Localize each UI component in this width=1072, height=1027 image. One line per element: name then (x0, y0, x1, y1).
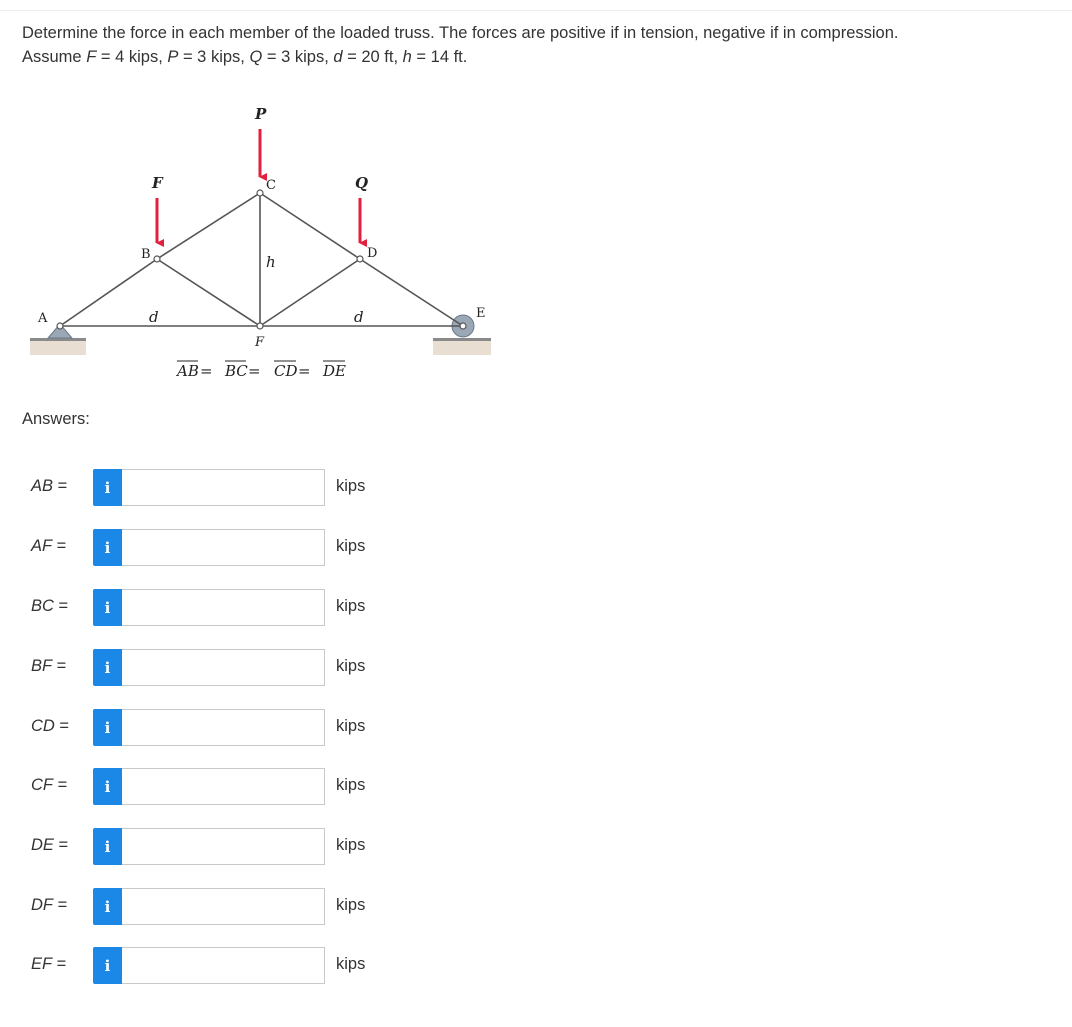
answers-label: Answers: (22, 410, 90, 428)
q-var: d (333, 47, 343, 66)
member-name: AB (31, 477, 54, 495)
ground-right (433, 338, 491, 341)
info-icon[interactable]: i (93, 888, 122, 925)
member-ab (60, 259, 157, 326)
joint-f (257, 323, 263, 329)
member-de (360, 259, 463, 326)
q-text: = 3 kips, (178, 47, 250, 66)
top-divider (0, 10, 1072, 11)
info-icon[interactable]: i (93, 947, 122, 984)
eq-sep: = (298, 362, 311, 380)
eq-cd: CD (274, 362, 298, 380)
answer-label (31, 896, 67, 915)
equals-sign: = (52, 955, 67, 973)
label-f-node: F (255, 335, 265, 350)
answer-input-ef[interactable] (122, 947, 325, 984)
answer-input-df[interactable] (122, 888, 325, 925)
equals-sign: = (53, 477, 68, 495)
joint-d (357, 256, 363, 262)
equals-sign: = (52, 657, 67, 675)
unit-label: kips (336, 836, 366, 854)
unit-label: kips (336, 717, 366, 735)
eq-bc: BC (225, 362, 248, 380)
q-var: Q (249, 47, 263, 66)
answer-input-bc[interactable] (122, 589, 325, 626)
truss-diagram (22, 95, 502, 395)
label-d-right: d (354, 308, 364, 326)
unit-label: kips (336, 896, 366, 914)
question-line-1: Determine the force in each member of the loaded truss. The forces are positive if in tension, negative if in compression. (22, 24, 899, 42)
answer-row-af (0, 529, 600, 567)
eq-sep: = (248, 362, 261, 380)
q-text: = 14 ft. (411, 47, 468, 66)
member-name: EF (31, 955, 53, 973)
q-text: Assume (22, 47, 87, 66)
answer-input-af[interactable] (122, 529, 325, 566)
info-icon[interactable]: i (93, 768, 122, 805)
member-cd (260, 193, 360, 259)
ground-right-fill (433, 341, 491, 355)
answer-row-ef (0, 947, 600, 985)
unit-label: kips (336, 537, 366, 555)
answer-input-cd[interactable] (122, 709, 325, 746)
answer-label (31, 537, 66, 556)
answer-row-df (0, 888, 600, 926)
answer-row-de (0, 828, 600, 866)
member-name: BF (31, 657, 53, 675)
answer-row-ab (0, 469, 600, 507)
info-icon[interactable]: i (93, 529, 122, 566)
answer-row-bf (0, 649, 600, 687)
answer-input-bf[interactable] (122, 649, 325, 686)
answer-label (31, 477, 67, 496)
label-b: B (141, 247, 151, 262)
truss-members (60, 193, 463, 326)
truss-figure (22, 95, 502, 395)
answer-input-cf[interactable] (122, 768, 325, 805)
member-bc (157, 193, 260, 259)
answer-label (31, 776, 67, 795)
answer-row-bc (0, 589, 600, 627)
info-icon[interactable]: i (93, 469, 122, 506)
joint-a (57, 323, 63, 329)
eq-ab: AB (177, 362, 199, 380)
q-text: = 4 kips, (96, 47, 168, 66)
label-a: A (38, 311, 48, 326)
equals-sign: = (53, 776, 68, 794)
answer-label (31, 836, 68, 855)
question-text (22, 22, 1062, 69)
answer-label (31, 597, 68, 616)
label-d: D (367, 246, 378, 261)
answer-row-cd (0, 709, 600, 747)
question-line-2 (22, 46, 1062, 70)
info-icon[interactable]: i (93, 589, 122, 626)
answer-label (31, 955, 66, 974)
answer-input-ab[interactable] (122, 469, 325, 506)
equal-length-equation (175, 361, 346, 380)
truss-joints (57, 190, 466, 329)
unit-label: kips (336, 776, 366, 794)
answer-row-cf (0, 768, 600, 806)
label-c: C (266, 178, 276, 193)
equals-sign: = (53, 597, 69, 615)
member-name: CD (31, 717, 55, 735)
info-icon[interactable]: i (93, 828, 122, 865)
label-p: P (255, 105, 267, 123)
equals-sign: = (54, 717, 70, 735)
info-icon[interactable]: i (93, 709, 122, 746)
equals-sign: = (52, 537, 67, 555)
q-var: P (167, 47, 179, 66)
joint-c (257, 190, 263, 196)
eq-sep: = (200, 362, 213, 380)
q-text: = 20 ft, (342, 47, 403, 66)
unit-label: kips (336, 657, 366, 675)
q-text: = 3 kips, (262, 47, 334, 66)
equals-sign: = (53, 836, 69, 854)
label-q: Q (355, 174, 369, 192)
unit-label: kips (336, 955, 366, 973)
eq-de: DE (323, 362, 346, 380)
label-e: E (476, 306, 486, 321)
q-var: F (86, 47, 97, 66)
unit-label: kips (336, 477, 366, 495)
unit-label: kips (336, 597, 366, 615)
member-name: DF (31, 896, 53, 914)
member-bf (157, 259, 260, 326)
q-var: h (402, 47, 412, 66)
label-h: h (266, 253, 276, 271)
member-name: AF (31, 537, 53, 555)
joint-e (460, 323, 466, 329)
load-arrows (157, 129, 360, 243)
joint-b (154, 256, 160, 262)
equals-sign: = (53, 896, 68, 914)
member-name: DE (31, 836, 54, 854)
ground-left-fill (30, 341, 86, 355)
member-name: CF (31, 776, 53, 794)
label-f-load: F (152, 174, 163, 192)
answer-input-de[interactable] (122, 828, 325, 865)
member-name: BC (31, 597, 54, 615)
answer-label (31, 717, 69, 736)
info-icon[interactable]: i (93, 649, 122, 686)
answer-label (31, 657, 66, 676)
label-d-left: d (149, 308, 159, 326)
